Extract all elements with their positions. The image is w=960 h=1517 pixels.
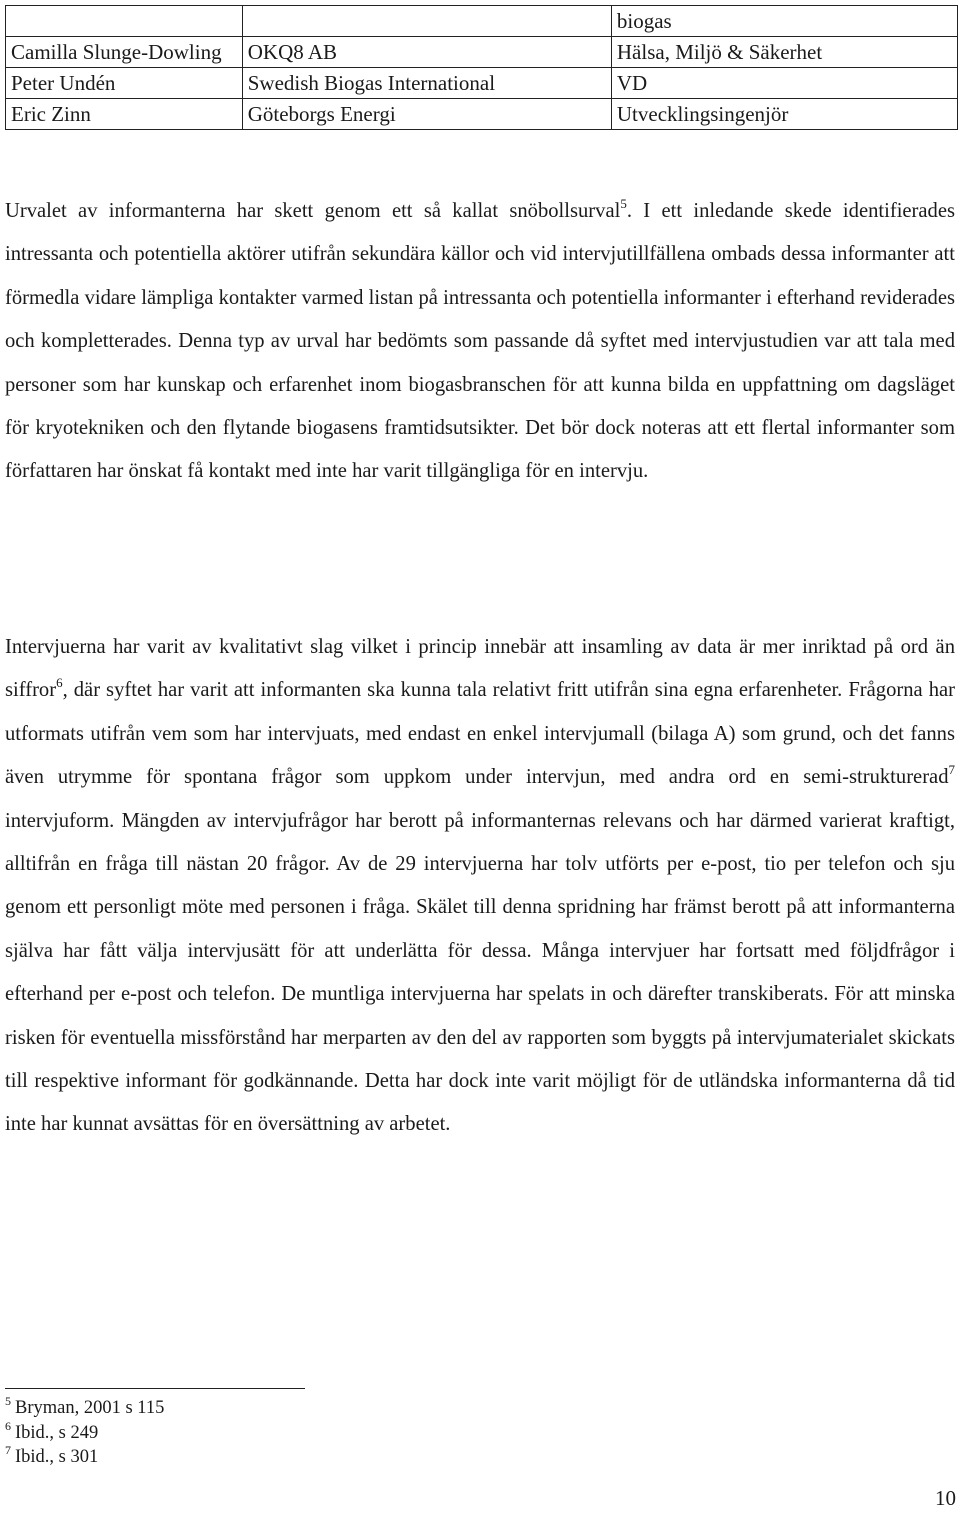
footnote-text: Bryman, 2001 s 115 [15, 1398, 165, 1418]
table-cell: biogas [611, 6, 957, 37]
table-cell: VD [611, 68, 957, 99]
table-row [6, 6, 958, 37]
page-number: 10 [935, 1486, 956, 1510]
footnotes [5, 1396, 164, 1470]
table-cell: Peter Undén [6, 68, 243, 99]
paragraph-text: Urvalet av informanterna har skett genom ett så kallat snöbollsurval [5, 200, 621, 222]
footnote [5, 1396, 164, 1421]
table-cell: Swedish Biogas International [242, 68, 611, 99]
footnote-ref[interactable]: 6 [56, 675, 63, 691]
footnote-ref[interactable]: 7 [948, 762, 955, 778]
body-paragraph [5, 626, 955, 1147]
table-cell [242, 6, 611, 37]
paragraph-text: . I ett inledande skede identifierades intressanta och potentiella aktörer utifrån sekundära källor och vid intervjutillfällena ombads dessa informanter att förmedla vidare lämpliga kontakter varmed listan på intressanta och potentiella informanter i efterhand reviderades och kompletterades. Denna typ av urval har bedömts som passande då syftet med intervjustudien var att tala med personer som har kunskap och erfarenhet inom biogasbranschen för att kunna bilda en uppfattning om dagsläget för kryotekniken och den flytande biogasens framtidsutsikter. Det bör dock noteras att ett flertal informanter som författaren har önskat få kontakt med inte har varit tillgängliga för en intervju. [5, 200, 956, 483]
informant-table [5, 5, 958, 130]
paragraph-text: Intervjuerna har varit av kvalitativt slag vilket i princip innebär att insamling av data är mer inriktad på ord än siffror [5, 636, 955, 702]
table-cell [6, 6, 243, 37]
footnote-text: Ibid., s 249 [15, 1422, 99, 1443]
table-cell: OKQ8 AB [242, 37, 611, 68]
paragraph-text: intervjuform. Mängden av intervjufrågor har berott på informanternas relevans och har därmed varierat kraftigt, alltifrån en fråga till nästan 20 frågor. Av de 29 intervjuerna har tolv utförts per e-post, tio per telefon och sju genom ett personligt möte med personen i fråga. Skälet till denna spridning har främst berott på att informanterna själva har fått välja intervjusätt för att underlätta för dessa. Många intervjuer har fortsatt med följdfrågor i efterhand per e-post och telefon. De muntliga intervjuerna har spelats in och därefter transkiberats. För att minska risken för eventuella missförstånd har merparten av den del av rapporten som byggts på intervjumaterialet skickats till respektive informant för godkännande. Detta har dock inte varit möjligt för de utländska informanterna då tid inte har kunnat avsättas för en översättning av arbetet. [5, 809, 955, 1136]
footnote-ref[interactable]: 5 [620, 196, 627, 211]
footnote-number: 7 [5, 1443, 11, 1457]
table-cell: Utvecklingsingenjör [611, 99, 957, 130]
footnote-divider [5, 1388, 305, 1389]
footnote-number: 5 [5, 1394, 11, 1408]
table-row [6, 99, 958, 130]
footnote [5, 1445, 164, 1470]
table-cell: Göteborgs Energi [242, 99, 611, 130]
table-row [6, 68, 958, 99]
body-paragraph [5, 190, 955, 494]
table-cell: Hälsa, Miljö & Säkerhet [611, 37, 957, 68]
table-cell: Camilla Slunge-Dowling [6, 37, 243, 68]
footnote-number: 6 [5, 1418, 11, 1433]
table-row [6, 37, 958, 68]
table-cell: Eric Zinn [6, 99, 243, 130]
footnote-text: Ibid., s 301 [15, 1447, 99, 1467]
paragraph-text: , där syftet har varit att informanten ska kunna tala relativt fritt utifrån sina egna erfarenheter. Frågorna har utformats utifrån vem som har intervjuats, med endast en enkel intervjumall (bilaga A) som grund, och det fanns även utrymme för spontana frågor som uppkom under intervjun, med andra ord en semi-strukturerad [5, 679, 955, 789]
footnote [5, 1418, 164, 1446]
